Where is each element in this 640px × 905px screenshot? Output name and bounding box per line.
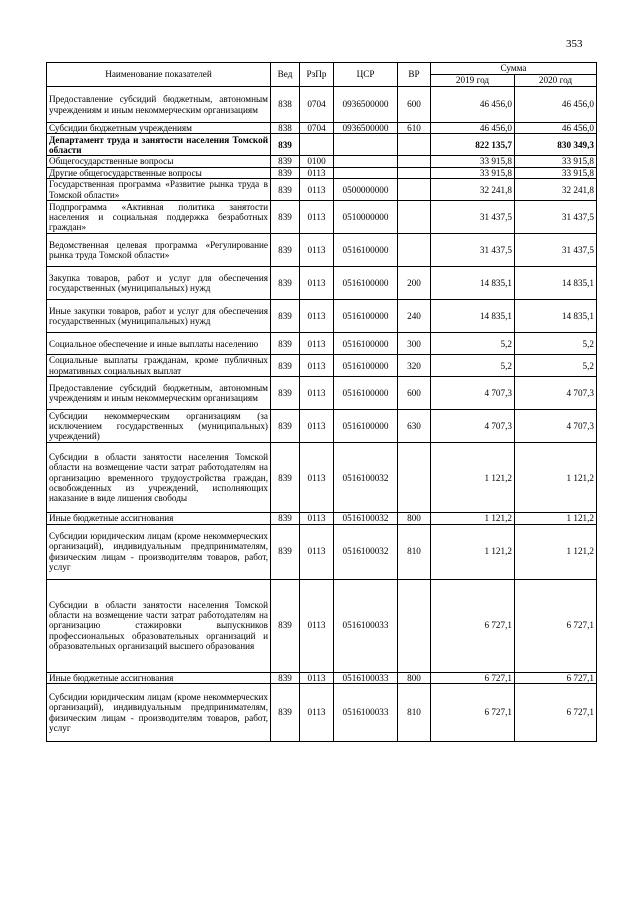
table-header [47,63,597,87]
row-name-cell: Субсидии юридическим лицам (кроме некоммерческих организаций), индивидуальным предпринимателям, физическим лицам - производителям товаров, работ, услуг [47,524,271,579]
row-csr-cell: 0516100000 [334,267,398,300]
row-name-cell: Иные бюджетные ассигнования [47,672,271,683]
row-rzpr-cell: 0113 [300,333,334,355]
row-rzpr-cell: 0113 [300,524,334,579]
row-csr-cell: 0516100000 [334,377,398,410]
row-vr-cell: 800 [398,672,431,683]
row-sum-2019-cell: 32 241,8 [431,179,515,201]
row-sum-2019-cell: 31 437,5 [431,201,515,234]
row-name-cell: Государственная программа «Развитие рынка труда в Томской области» [47,179,271,201]
row-sum-2020-cell: 31 437,5 [515,234,597,267]
row-sum-2020-cell: 6 727,1 [515,684,597,742]
table-row [47,134,597,156]
row-ved-cell: 839 [271,134,300,156]
table-row [47,524,597,579]
table-row [47,377,597,410]
page-number: 353 [566,38,583,50]
row-name-cell: Иные бюджетные ассигнования [47,513,271,524]
row-sum-2020-cell: 4 707,3 [515,410,597,443]
table-row [47,410,597,443]
row-csr-cell: 0516100032 [334,513,398,524]
row-rzpr-cell: 0113 [300,410,334,443]
row-sum-2019-cell: 6 727,1 [431,684,515,742]
row-sum-2020-cell: 14 835,1 [515,267,597,300]
row-sum-2019-cell: 46 456,0 [431,87,515,123]
header-year-2020: 2020 год [515,75,597,87]
table-row [47,167,597,178]
row-sum-2020-cell: 32 241,8 [515,179,597,201]
table-row [47,300,597,333]
row-csr-cell: 0936500000 [334,123,398,134]
row-rzpr-cell: 0113 [300,579,334,672]
row-sum-2019-cell: 5,2 [431,355,515,377]
row-rzpr-cell: 0113 [300,179,334,201]
row-sum-2020-cell: 1 121,2 [515,524,597,579]
header-csr: ЦСР [334,63,398,87]
row-sum-2019-cell: 31 437,5 [431,234,515,267]
row-csr-cell [334,156,398,167]
table-row [47,156,597,167]
row-name-cell: Департамент труда и занятости населения Томской области [47,134,271,156]
row-csr-cell [334,167,398,178]
row-rzpr-cell: 0113 [300,267,334,300]
row-name-cell: Социальное обеспечение и иные выплаты населению [47,333,271,355]
row-rzpr-cell: 0113 [300,234,334,267]
row-vr-cell: 600 [398,87,431,123]
row-name-cell: Субсидии юридическим лицам (кроме некоммерческих организаций), индивидуальным предпринимателям, физическим лицам - производителям товаров, работ, услуг [47,684,271,742]
row-rzpr-cell: 0113 [300,377,334,410]
table-row [47,684,597,742]
table-row [47,123,597,134]
row-csr-cell: 0516100000 [334,410,398,443]
table-row [47,201,597,234]
row-ved-cell: 839 [271,524,300,579]
row-name-cell: Подпрограмма «Активная политика занятости населения и социальная поддержка безработных граждан» [47,201,271,234]
row-ved-cell: 839 [271,377,300,410]
table-row [47,355,597,377]
table-row [47,267,597,300]
row-rzpr-cell: 0704 [300,87,334,123]
row-csr-cell: 0516100032 [334,524,398,579]
row-csr-cell: 0516100032 [334,443,398,513]
row-sum-2019-cell: 5,2 [431,333,515,355]
row-rzpr-cell: 0113 [300,201,334,234]
row-ved-cell: 839 [271,201,300,234]
row-csr-cell: 0936500000 [334,87,398,123]
row-sum-2019-cell: 1 121,2 [431,524,515,579]
row-name-cell: Предоставление субсидий бюджетным, автономным учреждениям и иным некоммерческим организациям [47,377,271,410]
row-ved-cell: 839 [271,156,300,167]
row-sum-2019-cell: 4 707,3 [431,377,515,410]
row-sum-2019-cell: 46 456,0 [431,123,515,134]
row-csr-cell: 0516100033 [334,684,398,742]
row-sum-2019-cell: 6 727,1 [431,672,515,683]
row-vr-cell [398,201,431,234]
row-sum-2020-cell: 4 707,3 [515,377,597,410]
row-rzpr-cell: 0704 [300,123,334,134]
row-vr-cell: 810 [398,684,431,742]
header-vr: ВР [398,63,431,87]
table-row [47,87,597,123]
table-body [47,87,597,742]
row-csr-cell: 0516100033 [334,672,398,683]
row-rzpr-cell: 0113 [300,355,334,377]
row-ved-cell: 838 [271,87,300,123]
row-sum-2020-cell: 830 349,3 [515,134,597,156]
row-sum-2019-cell: 1 121,2 [431,443,515,513]
row-csr-cell: 0516100000 [334,355,398,377]
row-name-cell: Закупка товаров, работ и услуг для обеспечения государственных (муниципальных) нужд [47,267,271,300]
row-ved-cell: 839 [271,267,300,300]
row-sum-2020-cell: 5,2 [515,333,597,355]
header-name: Наименование показателей [47,63,271,87]
row-vr-cell: 810 [398,524,431,579]
row-ved-cell: 838 [271,123,300,134]
header-rzpr: РзПр [300,63,334,87]
row-name-cell: Субсидии в области занятости населения Томской области на возмещение части затрат работодателям на организацию стажировки выпускников профессиональных образовательных организаций и образовательных организаций высшего образования [47,579,271,672]
table-row [47,179,597,201]
row-sum-2019-cell: 1 121,2 [431,513,515,524]
row-vr-cell: 320 [398,355,431,377]
row-vr-cell: 610 [398,123,431,134]
row-ved-cell: 839 [271,672,300,683]
table-row [47,579,597,672]
row-name-cell: Иные закупки товаров, работ и услуг для обеспечения государственных (муниципальных) нужд [47,300,271,333]
row-sum-2020-cell: 6 727,1 [515,579,597,672]
row-ved-cell: 839 [271,333,300,355]
header-ved: Вед [271,63,300,87]
row-sum-2020-cell: 31 437,5 [515,201,597,234]
row-ved-cell: 839 [271,179,300,201]
row-sum-2020-cell: 46 456,0 [515,123,597,134]
row-sum-2019-cell: 4 707,3 [431,410,515,443]
row-rzpr-cell: 0113 [300,167,334,178]
row-ved-cell: 839 [271,167,300,178]
row-rzpr-cell: 0113 [300,672,334,683]
row-ved-cell: 839 [271,684,300,742]
row-sum-2019-cell: 6 727,1 [431,579,515,672]
row-name-cell: Субсидии бюджетным учреждениям [47,123,271,134]
table-row [47,234,597,267]
row-vr-cell: 300 [398,333,431,355]
row-ved-cell: 839 [271,443,300,513]
row-sum-2019-cell: 14 835,1 [431,300,515,333]
row-sum-2019-cell: 33 915,8 [431,167,515,178]
row-vr-cell: 600 [398,377,431,410]
header-year-2019: 2019 год [431,75,515,87]
row-rzpr-cell: 0113 [300,443,334,513]
row-csr-cell: 0516100000 [334,333,398,355]
row-sum-2019-cell: 33 915,8 [431,156,515,167]
table-row [47,443,597,513]
row-name-cell: Предоставление субсидий бюджетным, автономным учреждениям и иным некоммерческим организациям [47,87,271,123]
row-sum-2020-cell: 46 456,0 [515,87,597,123]
row-ved-cell: 839 [271,355,300,377]
row-csr-cell: 0516100033 [334,579,398,672]
row-vr-cell [398,167,431,178]
row-name-cell: Общегосударственные вопросы [47,156,271,167]
row-csr-cell: 0516100000 [334,300,398,333]
row-vr-cell [398,234,431,267]
row-ved-cell: 839 [271,300,300,333]
row-rzpr-cell [300,134,334,156]
row-rzpr-cell: 0100 [300,156,334,167]
row-ved-cell: 839 [271,513,300,524]
row-vr-cell: 630 [398,410,431,443]
row-vr-cell [398,579,431,672]
row-vr-cell [398,156,431,167]
row-name-cell: Другие общегосударственные вопросы [47,167,271,178]
row-ved-cell: 839 [271,579,300,672]
row-name-cell: Субсидии некоммерческим организациям (за исключением государственных (муниципальных) учреждений) [47,410,271,443]
row-csr-cell [334,134,398,156]
row-vr-cell [398,134,431,156]
row-name-cell: Субсидии в области занятости населения Томской области на возмещение части затрат работодателям на организацию временного трудоустройства граждан, освобожденных из учреждений, исполняющих наказание в виде лишения свободы [47,443,271,513]
row-sum-2020-cell: 1 121,2 [515,443,597,513]
row-rzpr-cell: 0113 [300,300,334,333]
row-csr-cell: 0516100000 [334,234,398,267]
row-rzpr-cell: 0113 [300,684,334,742]
row-ved-cell: 839 [271,410,300,443]
row-sum-2020-cell: 33 915,8 [515,167,597,178]
budget-table [46,62,597,742]
row-csr-cell: 0510000000 [334,201,398,234]
row-vr-cell [398,443,431,513]
row-ved-cell: 839 [271,234,300,267]
row-sum-2019-cell: 822 135,7 [431,134,515,156]
row-name-cell: Ведомственная целевая программа «Регулирование рынка труда Томской области» [47,234,271,267]
row-name-cell: Социальные выплаты гражданам, кроме публичных нормативных социальных выплат [47,355,271,377]
row-vr-cell [398,179,431,201]
row-vr-cell: 200 [398,267,431,300]
row-sum-2019-cell: 14 835,1 [431,267,515,300]
row-sum-2020-cell: 1 121,2 [515,513,597,524]
row-vr-cell: 800 [398,513,431,524]
row-vr-cell: 240 [398,300,431,333]
table-row [47,513,597,524]
row-csr-cell: 0500000000 [334,179,398,201]
header-sum: Сумма [431,63,597,75]
table-row [47,333,597,355]
table-row [47,672,597,683]
row-sum-2020-cell: 14 835,1 [515,300,597,333]
row-sum-2020-cell: 5,2 [515,355,597,377]
row-sum-2020-cell: 33 915,8 [515,156,597,167]
row-rzpr-cell: 0113 [300,513,334,524]
row-sum-2020-cell: 6 727,1 [515,672,597,683]
